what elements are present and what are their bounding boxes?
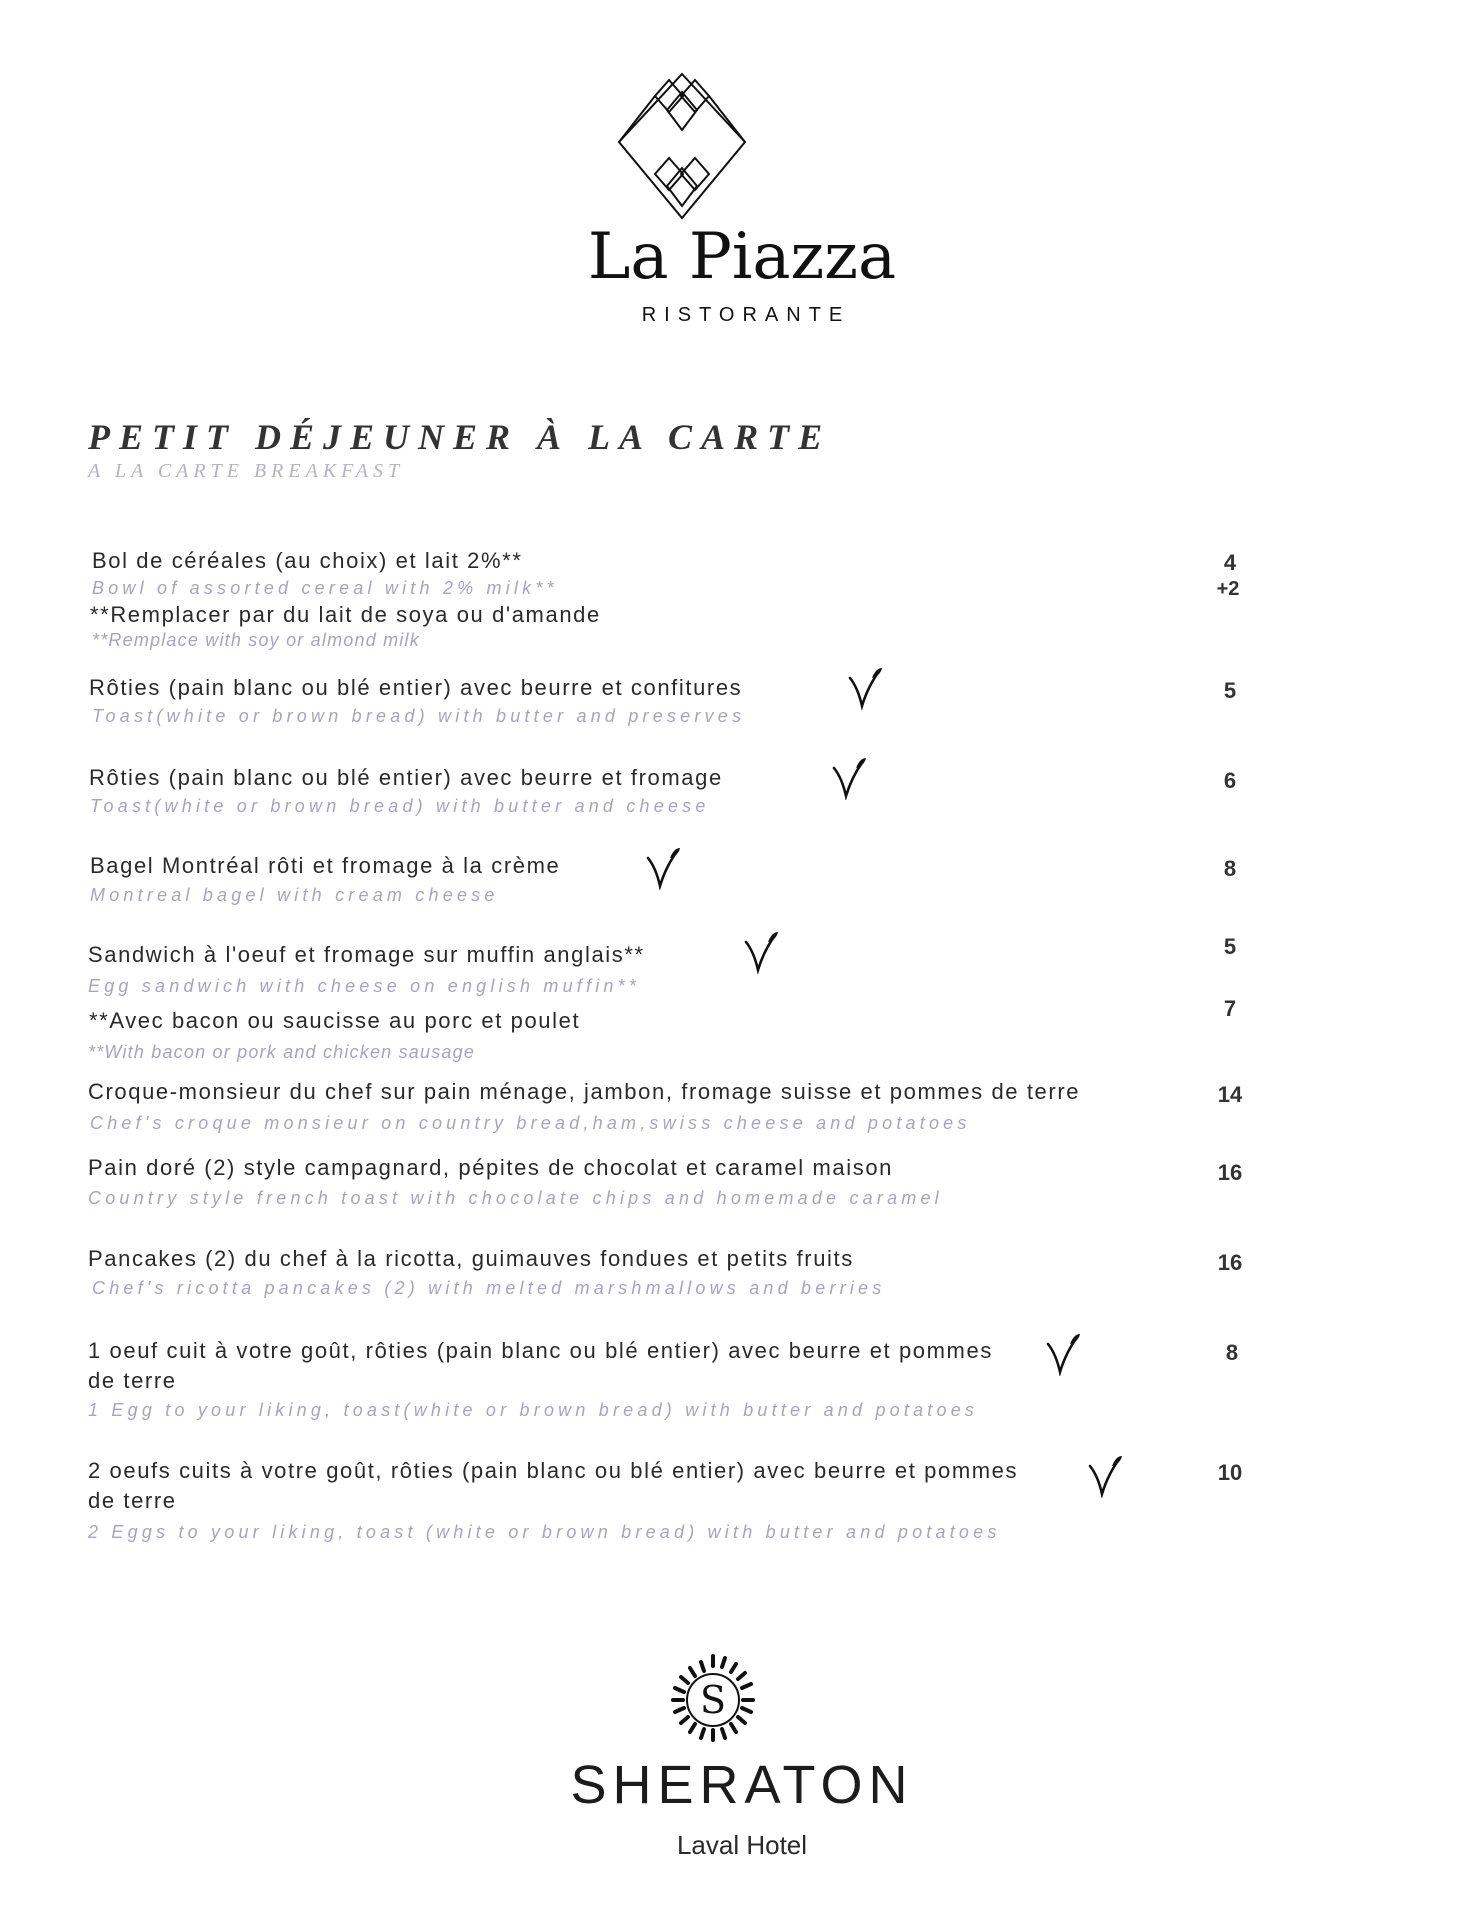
menu-item-fr: Bagel Montréal rôti et fromage à la crème <box>90 853 561 878</box>
vegetarian-leaf-icon <box>846 666 884 710</box>
menu-item-en: **With bacon or pork and chicken sausage <box>88 1042 476 1062</box>
vegetarian-leaf-icon <box>742 930 780 974</box>
menu-item-fr-continued: de terre <box>88 1488 177 1513</box>
menu-item-price: 14 <box>1217 1082 1243 1107</box>
section-title-en: A LA CARTE BREAKFAST <box>88 460 405 482</box>
menu-item-price: 16 <box>1217 1250 1243 1275</box>
diamond-lattice-logo-icon <box>617 72 747 224</box>
menu-item-fr: Bol de céréales (au choix) et lait 2%** <box>92 548 523 573</box>
menu-item-fr: Croque-monsieur du chef sur pain ménage, jambon, fromage suisse et pommes de terre <box>88 1079 1081 1104</box>
menu-item-en: 2 Eggs to your liking, toast (white or brown bread) with butter and potatoes <box>88 1522 1001 1542</box>
menu-item-price: 8 <box>1225 1340 1239 1365</box>
vegetarian-leaf-icon <box>1086 1454 1124 1498</box>
menu-item-price: 7 <box>1223 996 1237 1021</box>
menu-item-fr: Rôties (pain blanc ou blé entier) avec beurre et confitures <box>89 675 743 700</box>
sheraton-emblem-icon <box>665 1652 761 1748</box>
menu-item-price: 4 <box>1223 550 1237 575</box>
menu-item-en: Montreal bagel with cream cheese <box>90 885 499 905</box>
menu-item-fr: **Remplacer par du lait de soya ou d'amande <box>90 602 601 627</box>
menu-item-price: 8 <box>1223 856 1237 881</box>
hotel-location: Laval Hotel <box>676 1830 808 1860</box>
vegetarian-leaf-icon <box>644 846 682 890</box>
vegetarian-leaf-icon <box>830 756 868 800</box>
menu-item-fr: Sandwich à l'oeuf et fromage sur muffin anglais** <box>88 942 645 967</box>
menu-item-price: 5 <box>1223 678 1237 703</box>
menu-item-fr-continued: de terre <box>88 1368 177 1393</box>
brand-name: La Piazza <box>587 220 897 294</box>
menu-item-price: 6 <box>1223 768 1237 793</box>
vegetarian-leaf-icon <box>1044 1332 1082 1376</box>
menu-item-fr: 2 oeufs cuits à votre goût, rôties (pain blanc ou blé entier) avec beurre et pommes <box>88 1458 1019 1483</box>
menu-item-fr: **Avec bacon ou saucisse au porc et poulet <box>89 1008 581 1033</box>
menu-item-price: +2 <box>1216 578 1240 600</box>
menu-item-en: Toast(white or brown bread) with butter and preserves <box>92 706 746 726</box>
menu-item-en: Egg sandwich with cheese on english muffin** <box>88 976 641 996</box>
menu-item-fr: Pain doré (2) style campagnard, pépites de chocolat et caramel maison <box>88 1155 893 1180</box>
menu-item-en: Bowl of assorted cereal with 2% milk** <box>92 578 558 598</box>
hotel-name: SHERATON <box>570 1755 914 1815</box>
brand-subtitle: RISTORANTE <box>641 304 851 326</box>
menu-item-en: Toast(white or brown bread) with butter and cheese <box>90 796 710 816</box>
menu-item-en: 1 Egg to your liking, toast(white or brown bread) with butter and potatoes <box>88 1400 979 1420</box>
menu-item-price: 10 <box>1217 1460 1243 1485</box>
menu-item-en: Chef's ricotta pancakes (2) with melted marshmallows and berries <box>92 1278 886 1298</box>
svg-text:S: S <box>699 1678 727 1722</box>
section-title-fr: PETIT DÉJEUNER À LA CARTE <box>88 417 832 457</box>
menu-item-en: Chef's croque monsieur on country bread,ham,swiss cheese and potatoes <box>90 1113 971 1133</box>
menu-item-en: **Remplace with soy or almond milk <box>92 630 420 650</box>
menu-item-en: Country style french toast with chocolate chips and homemade caramel <box>88 1188 943 1208</box>
menu-item-price: 16 <box>1217 1160 1243 1185</box>
menu-item-fr: Rôties (pain blanc ou blé entier) avec beurre et fromage <box>89 765 723 790</box>
menu-item-fr: Pancakes (2) du chef à la ricotta, guimauves fondues et petits fruits <box>88 1246 854 1271</box>
menu-item-fr: 1 oeuf cuit à votre goût, rôties (pain blanc ou blé entier) avec beurre et pommes <box>88 1338 993 1363</box>
menu-item-price: 5 <box>1223 934 1237 959</box>
